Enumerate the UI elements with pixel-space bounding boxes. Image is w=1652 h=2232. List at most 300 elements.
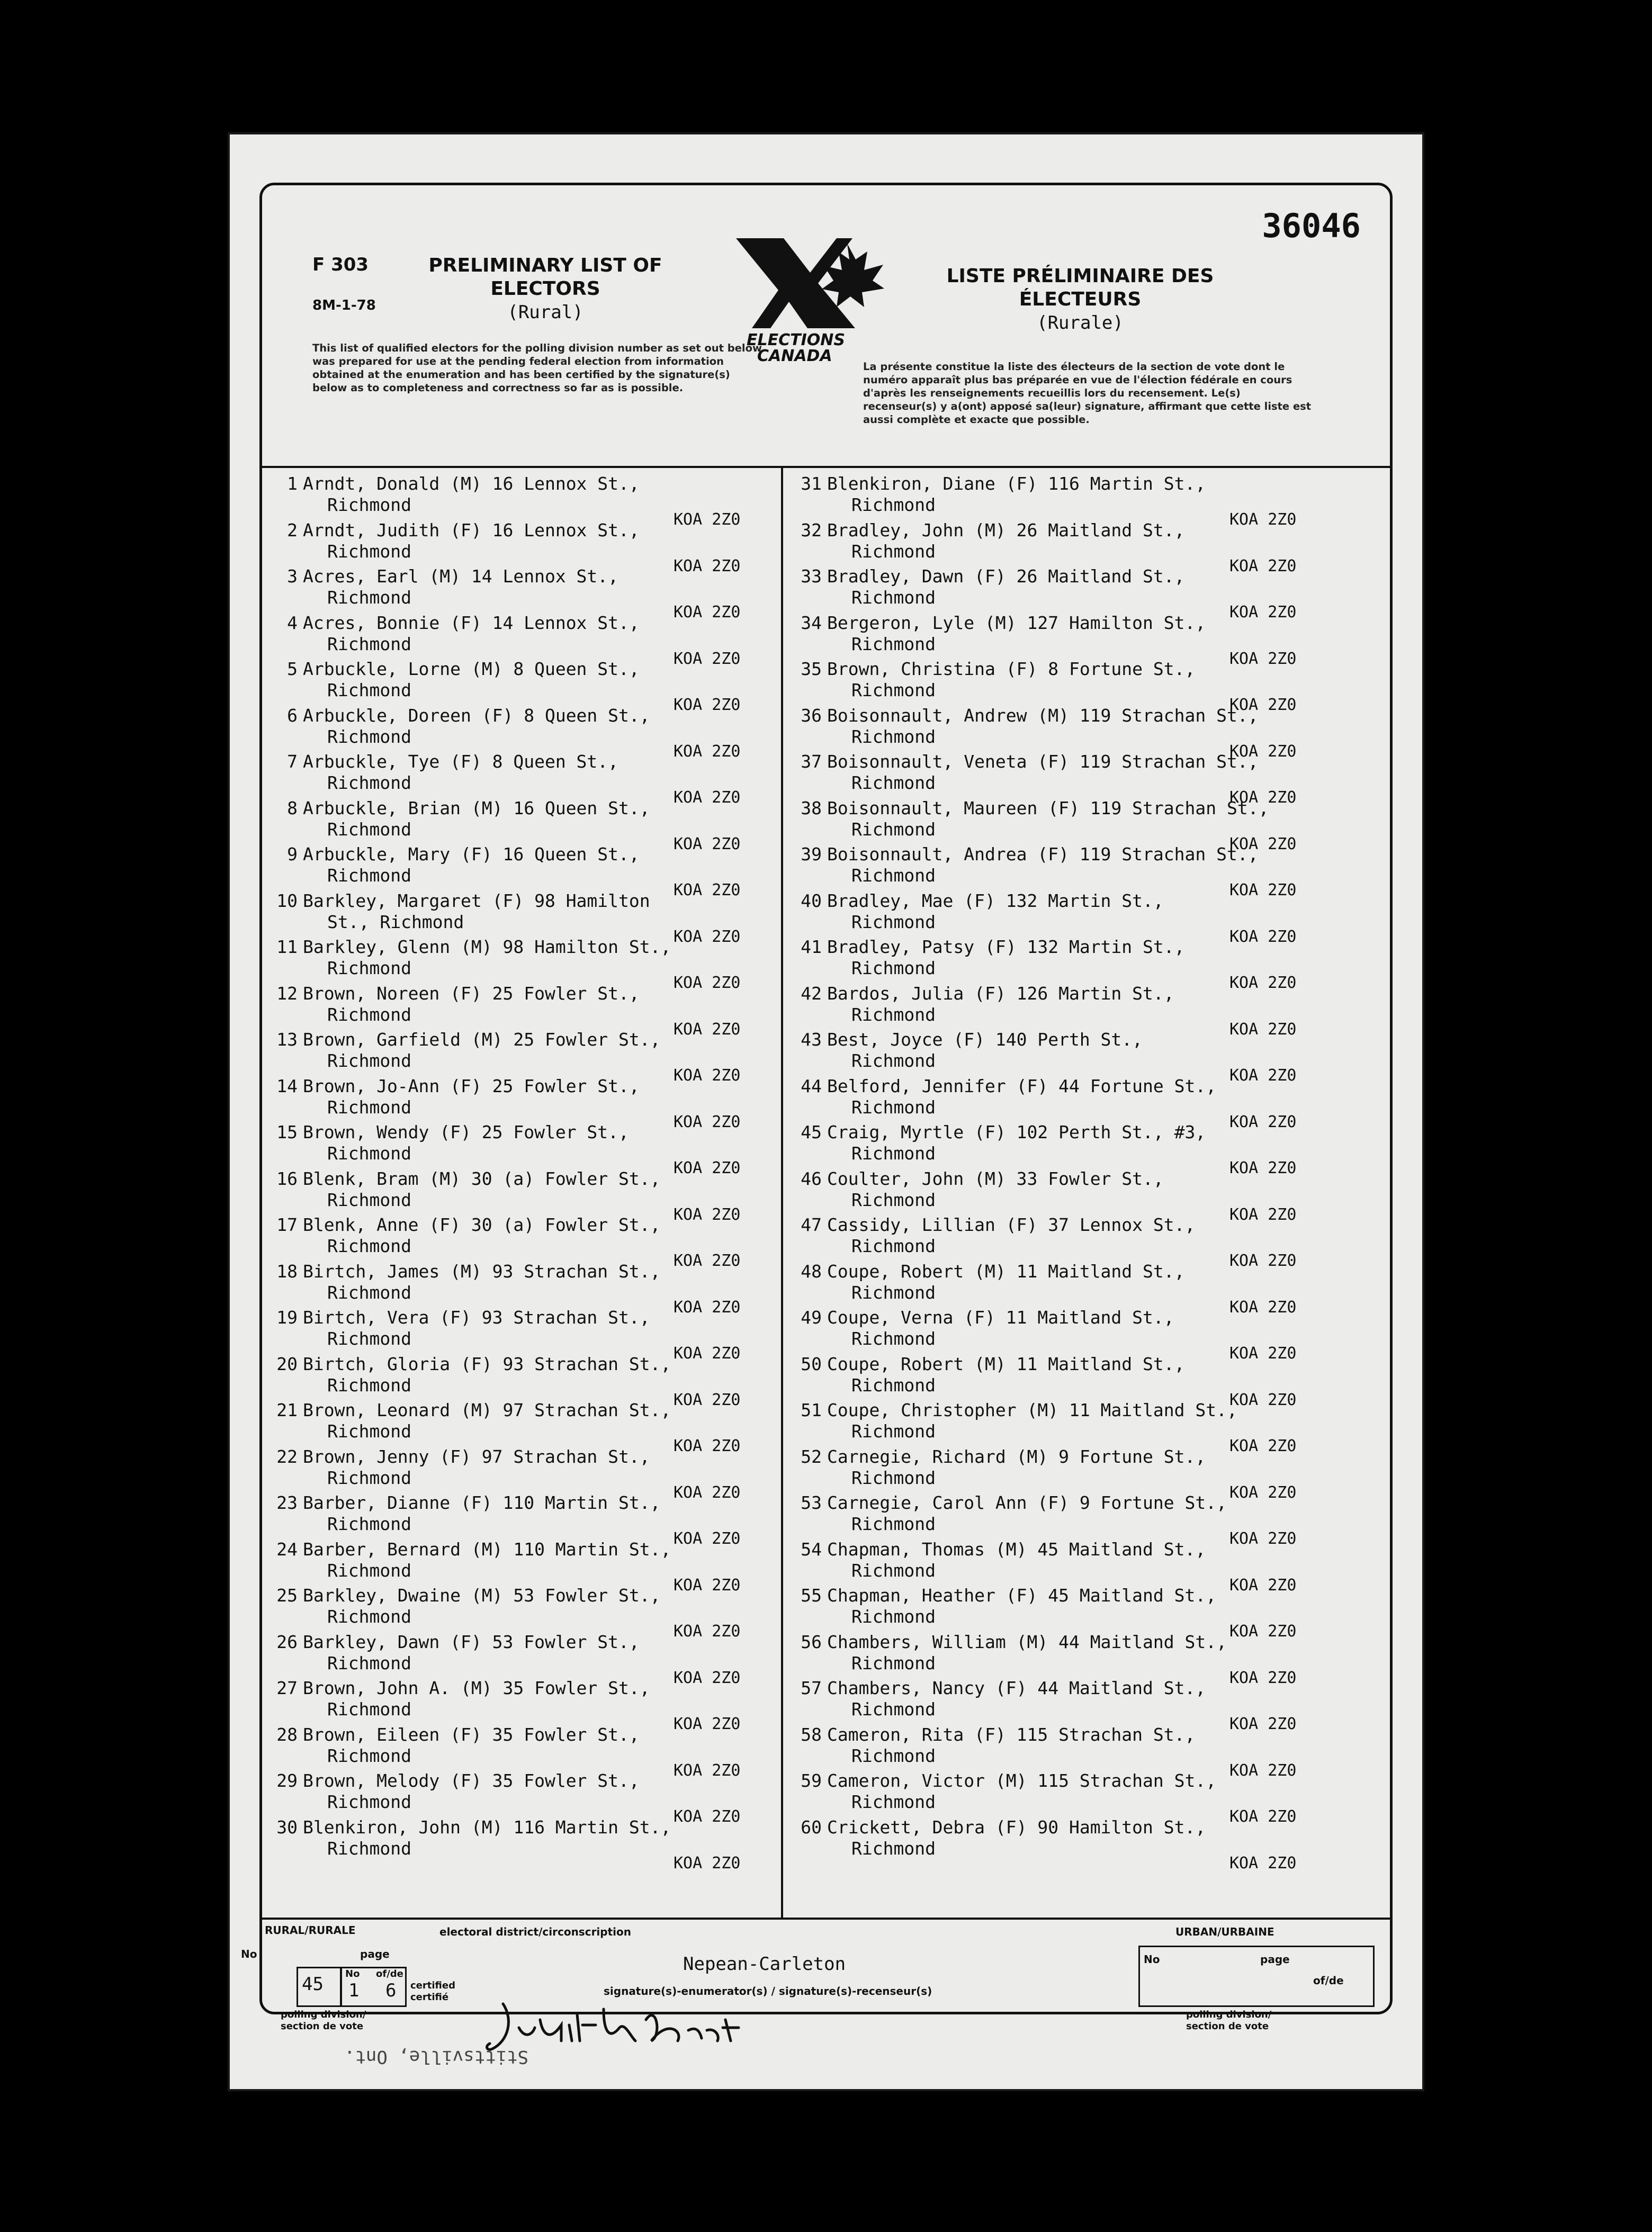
- elector-town: Richmond: [327, 726, 411, 747]
- elector-name-address: Brown, Melody (F) 35 Fowler St.,: [303, 1770, 640, 1791]
- elector-number: 16: [276, 1168, 298, 1189]
- elector-line: [259, 473, 640, 494]
- certified-label: certified certifié: [410, 1980, 455, 2003]
- elector-postal-code: KOA 2Z0: [1229, 510, 1297, 529]
- elector-name-address: Bradley, Mae (F) 132 Martin St.,: [827, 890, 1164, 911]
- elector-town: Richmond: [851, 494, 936, 515]
- divider-bottom: [259, 1918, 1393, 1920]
- elector-line: [259, 1678, 650, 1698]
- elector-entry: [259, 749, 784, 807]
- elector-line: [784, 705, 1259, 726]
- elector-entry: [259, 1490, 784, 1548]
- electoral-district-label: electoral district/circonscription: [439, 1925, 631, 1938]
- elector-name-address: Boisonnault, Andrea (F) 119 Strachan St.,: [827, 844, 1259, 865]
- elector-entry: [784, 1120, 1308, 1177]
- elector-line: [784, 1354, 1185, 1374]
- elector-entry: [259, 564, 784, 622]
- elector-town: Richmond: [327, 1328, 411, 1349]
- elector-entry: [259, 1027, 784, 1085]
- elector-entry: [784, 749, 1308, 807]
- elector-number: 11: [276, 937, 298, 957]
- elector-number: 14: [276, 1075, 298, 1096]
- elector-line: [784, 1724, 1195, 1745]
- elector-number: 35: [801, 659, 822, 679]
- elector-entry: [259, 1815, 784, 1873]
- elector-town: Richmond: [851, 1838, 936, 1859]
- elector-name-address: Bradley, John (M) 26 Maitland St.,: [827, 519, 1185, 541]
- elector-postal-code: KOA 2Z0: [674, 1390, 741, 1409]
- elector-town: Richmond: [327, 1838, 411, 1859]
- elector-town: Richmond: [851, 1514, 936, 1534]
- elector-line: [784, 1307, 1174, 1328]
- elector-name-address: Craig, Myrtle (F) 102 Perth St., #3,: [827, 1122, 1206, 1142]
- elector-line: [784, 1539, 1206, 1560]
- elector-name-address: Chambers, William (M) 44 Maitland St.,: [827, 1631, 1227, 1652]
- elector-line: [259, 1632, 640, 1652]
- elector-town: Richmond: [327, 1374, 411, 1396]
- elector-name-address: Coupe, Christopher (M) 11 Maitland St.,: [827, 1400, 1237, 1420]
- elector-entry: [784, 1537, 1308, 1595]
- elector-entry: [259, 1120, 784, 1177]
- elector-number: 17: [276, 1214, 298, 1235]
- elector-postal-code: KOA 2Z0: [1229, 696, 1297, 714]
- elector-town: Richmond: [327, 958, 411, 978]
- elector-number: 7: [287, 751, 298, 772]
- elector-line: [259, 1400, 671, 1420]
- elector-postal-code: KOA 2Z0: [674, 1483, 741, 1502]
- elector-name-address: Barber, Bernard (M) 110 Martin St.,: [303, 1538, 671, 1560]
- elector-number: 52: [801, 1446, 822, 1467]
- urban-no-label: No: [1144, 1953, 1160, 1966]
- elector-name-address: Barber, Dianne (F) 110 Martin St.,: [303, 1492, 661, 1513]
- elector-number: 10: [276, 890, 298, 911]
- elector-name-address: Arbuckle, Doreen (F) 8 Queen St.,: [303, 705, 650, 726]
- elector-name-address: Cameron, Rita (F) 115 Strachan St.,: [827, 1724, 1196, 1745]
- elector-postal-code: KOA 2Z0: [1229, 1344, 1297, 1363]
- elector-name-address: Crickett, Debra (F) 90 Hamilton St.,: [827, 1816, 1206, 1838]
- elector-number: 15: [276, 1122, 298, 1142]
- elector-postal-code: KOA 2Z0: [1229, 1437, 1297, 1455]
- elector-postal-code: KOA 2Z0: [1229, 649, 1297, 668]
- elector-town: Richmond: [851, 633, 936, 654]
- elector-line: [259, 520, 640, 541]
- elector-entry: [259, 1259, 784, 1317]
- elector-number: 32: [801, 519, 822, 541]
- elector-line: [259, 705, 650, 726]
- elector-town: Richmond: [851, 1374, 936, 1396]
- elector-line: [259, 1214, 661, 1235]
- elector-postal-code: KOA 2Z0: [674, 742, 741, 761]
- elector-number: 8: [287, 797, 298, 818]
- elector-number: 40: [801, 890, 822, 911]
- elector-postal-code: KOA 2Z0: [674, 1576, 741, 1595]
- elector-entry: [784, 1352, 1308, 1409]
- elector-name-address: Acres, Earl (M) 14 Lennox St.,: [303, 566, 619, 587]
- elector-town: Richmond: [851, 1189, 936, 1210]
- electors-column-right: [784, 471, 1308, 1911]
- elector-name-address: Chambers, Nancy (F) 44 Maitland St.,: [827, 1678, 1206, 1698]
- elector-town: Richmond: [327, 541, 411, 562]
- elector-number: 46: [801, 1168, 822, 1189]
- elector-entry: [784, 888, 1308, 946]
- elector-entry: [784, 471, 1308, 529]
- elector-entry: [259, 1537, 784, 1595]
- elector-line: [784, 1585, 1216, 1606]
- title-french-main: LISTE PRÉLIMINAIRE DES ÉLECTEURS: [946, 265, 1214, 310]
- page-of-label: of/de: [376, 1968, 403, 1979]
- elector-name-address: Cameron, Victor (M) 115 Strachan St.,: [827, 1770, 1217, 1791]
- elector-entry: [259, 842, 784, 899]
- elector-town: St., Richmond: [327, 911, 464, 932]
- divider-top: [259, 466, 1393, 468]
- elector-line: [259, 566, 618, 587]
- elector-postal-code: KOA 2Z0: [1229, 1668, 1297, 1687]
- elector-town: Richmond: [327, 494, 411, 515]
- elector-line: [784, 1632, 1227, 1652]
- elector-number: 48: [801, 1261, 822, 1282]
- elector-name-address: Bergeron, Lyle (M) 127 Hamilton St.,: [827, 612, 1206, 633]
- elector-line: [259, 751, 618, 772]
- elector-postal-code: KOA 2Z0: [1229, 1020, 1297, 1039]
- elector-line: [259, 1029, 661, 1050]
- elector-number: 18: [276, 1261, 298, 1282]
- elector-town: Richmond: [327, 1421, 411, 1442]
- elector-number: 54: [801, 1538, 822, 1560]
- elector-postal-code: KOA 2Z0: [674, 1761, 741, 1780]
- elector-postal-code: KOA 2Z0: [1229, 1390, 1297, 1409]
- elector-line: [784, 1446, 1206, 1467]
- elector-number: 3: [287, 566, 298, 587]
- page-number: 1: [348, 1980, 360, 2001]
- elector-postal-code: KOA 2Z0: [674, 927, 741, 946]
- elector-number: 2: [287, 519, 298, 541]
- elector-number: 44: [801, 1075, 822, 1096]
- elector-name-address: Boisonnault, Veneta (F) 119 Strachan St.,: [827, 751, 1259, 772]
- elector-postal-code: KOA 2Z0: [674, 974, 741, 992]
- elector-number: 39: [801, 844, 822, 865]
- elector-town: Richmond: [851, 1328, 936, 1349]
- elector-entry: [259, 981, 784, 1039]
- elector-postal-code: KOA 2Z0: [1229, 1483, 1297, 1502]
- elector-entry: [784, 1444, 1308, 1502]
- elector-name-address: Coulter, John (M) 33 Fowler St.,: [827, 1168, 1164, 1189]
- elector-town: Richmond: [851, 726, 936, 747]
- elector-number: 24: [276, 1538, 298, 1560]
- elector-name-address: Chapman, Thomas (M) 45 Maitland St.,: [827, 1538, 1206, 1560]
- elector-postal-code: KOA 2Z0: [674, 834, 741, 853]
- elector-town: Richmond: [327, 633, 411, 654]
- elections-canada-logo-icon: [725, 222, 895, 365]
- elector-entry: [784, 1722, 1308, 1780]
- elector-town: Richmond: [851, 958, 936, 978]
- elector-postal-code: KOA 2Z0: [674, 1252, 741, 1270]
- elector-name-address: Best, Joyce (F) 140 Perth St.,: [827, 1029, 1143, 1050]
- elector-line: [784, 1770, 1216, 1791]
- elector-town: Richmond: [851, 1236, 936, 1256]
- elector-town: Richmond: [327, 1282, 411, 1303]
- elector-town: Richmond: [851, 1792, 936, 1812]
- urban-page-label: page: [1260, 1953, 1290, 1966]
- elector-postal-code: KOA 2Z0: [674, 1668, 741, 1687]
- elector-postal-code: KOA 2Z0: [674, 696, 741, 714]
- elector-town: Richmond: [851, 587, 936, 608]
- elector-number: 21: [276, 1400, 298, 1420]
- elector-town: Richmond: [851, 1282, 936, 1303]
- title-french-sub: (Rurale): [1037, 312, 1124, 334]
- elector-postal-code: KOA 2Z0: [674, 1020, 741, 1039]
- elector-number: 57: [801, 1678, 822, 1698]
- elector-name-address: Blenk, Bram (M) 30 (a) Fowler St.,: [303, 1168, 661, 1189]
- elector-name-address: Arbuckle, Lorne (M) 8 Queen St.,: [303, 659, 640, 679]
- elector-town: Richmond: [851, 1421, 936, 1442]
- elector-entry: [259, 934, 784, 992]
- elector-postal-code: KOA 2Z0: [1229, 556, 1297, 575]
- elector-number: 13: [276, 1029, 298, 1050]
- page-no-label: No: [345, 1968, 360, 1979]
- elector-entry: [784, 1027, 1308, 1085]
- intro-english: This list of qualified electors for the polling division number as set out below was prepared for use at the pending federal election from information obtained at the enumeration and has been certified by the signature(s) below as to completeness and correctness so far as is possible.: [312, 342, 762, 394]
- elector-postal-code: KOA 2Z0: [674, 556, 741, 575]
- elector-number: 23: [276, 1492, 298, 1513]
- elector-number: 4: [287, 612, 298, 633]
- elector-number: 22: [276, 1446, 298, 1467]
- elector-name-address: Brown, Jenny (F) 97 Strachan St.,: [303, 1446, 650, 1467]
- elector-number: 58: [801, 1724, 822, 1745]
- elector-postal-code: KOA 2Z0: [1229, 1529, 1297, 1548]
- elector-postal-code: KOA 2Z0: [674, 1066, 741, 1085]
- elector-number: 36: [801, 705, 822, 726]
- elector-town: Richmond: [851, 1004, 936, 1025]
- elector-line: [784, 1400, 1237, 1420]
- elector-town: Richmond: [327, 818, 411, 840]
- title-english-main: PRELIMINARY LIST OF ELECTORS: [428, 255, 662, 300]
- elector-town: Richmond: [327, 587, 411, 608]
- intro-french: La présente constitue la liste des électeurs de la section de vote dont le numéro apparaît plus bas préparée en vue de l'élection fédérale en cours d'après les renseignements recueillis lors du recensement. Le(s) recenseur(s) y a(ont) apposé sa(leur) signature, affirmant que cette liste est aussi complète et exacte que possible.: [863, 361, 1312, 426]
- elector-line: [259, 1817, 671, 1838]
- elector-line: [784, 659, 1195, 679]
- elector-postal-code: KOA 2Z0: [1229, 1252, 1297, 1270]
- elector-name-address: Carnegie, Carol Ann (F) 9 Fortune St.,: [827, 1492, 1227, 1513]
- elector-postal-code: KOA 2Z0: [674, 1529, 741, 1548]
- elector-name-address: Boisonnault, Andrew (M) 119 Strachan St.,: [827, 705, 1259, 726]
- elector-name-address: Arbuckle, Tye (F) 8 Queen St.,: [303, 751, 619, 772]
- elector-number: 33: [801, 566, 822, 587]
- elector-number: 34: [801, 612, 822, 633]
- elector-line: [259, 983, 640, 1004]
- elector-entry: [259, 1722, 784, 1780]
- elector-postal-code: KOA 2Z0: [1229, 742, 1297, 761]
- elector-line: [784, 1678, 1206, 1698]
- elector-name-address: Brown, Leonard (M) 97 Strachan St.,: [303, 1400, 671, 1420]
- elector-name-address: Blenkiron, John (M) 116 Martin St.,: [303, 1816, 671, 1838]
- elector-town: Richmond: [327, 680, 411, 700]
- electors-column-left: [259, 471, 784, 1911]
- form-sheet: [228, 132, 1424, 2091]
- logo-text-canada: CANADA: [757, 347, 832, 365]
- elector-entry: [259, 1583, 784, 1641]
- elector-name-address: Carnegie, Richard (M) 9 Fortune St.,: [827, 1446, 1206, 1467]
- elector-town: Richmond: [327, 1745, 411, 1766]
- elector-postal-code: KOA 2Z0: [1229, 603, 1297, 622]
- signature-label: signature(s)-enumerator(s) / signature(s)-recenseur(s): [604, 1985, 932, 1997]
- elector-entry: [259, 1074, 784, 1131]
- elector-postal-code: KOA 2Z0: [1229, 1761, 1297, 1780]
- elector-line: [784, 520, 1185, 541]
- elector-name-address: Coupe, Robert (M) 11 Maitland St.,: [827, 1261, 1185, 1282]
- elector-line: [259, 798, 650, 818]
- elector-town: Richmond: [327, 1467, 411, 1488]
- elector-postal-code: KOA 2Z0: [1229, 1715, 1297, 1733]
- elector-postal-code: KOA 2Z0: [1229, 1205, 1297, 1224]
- elector-entry: [259, 796, 784, 853]
- elector-name-address: Cassidy, Lillian (F) 37 Lennox St.,: [827, 1214, 1196, 1235]
- elector-postal-code: KOA 2Z0: [1229, 1807, 1297, 1826]
- elector-postal-code: KOA 2Z0: [674, 649, 741, 668]
- elector-number: 20: [276, 1353, 298, 1374]
- page-label: page: [360, 1948, 390, 1960]
- elector-entry: [259, 1768, 784, 1826]
- elector-town: Richmond: [327, 1189, 411, 1210]
- elector-town: Richmond: [327, 1560, 411, 1581]
- elector-name-address: Arndt, Judith (F) 16 Lennox St.,: [303, 519, 640, 541]
- elector-line: [784, 1261, 1185, 1282]
- elector-name-address: Birtch, Gloria (F) 93 Strachan St.,: [303, 1353, 671, 1374]
- elector-line: [259, 659, 640, 679]
- elector-postal-code: KOA 2Z0: [1229, 1159, 1297, 1177]
- elector-line: [784, 937, 1185, 957]
- elector-line: [784, 983, 1174, 1004]
- elector-entry: [259, 471, 784, 529]
- elector-number: 19: [276, 1307, 298, 1328]
- elector-entry: [259, 1398, 784, 1455]
- elector-town: Richmond: [851, 1606, 936, 1627]
- elector-name-address: Barkley, Dawn (F) 53 Fowler St.,: [303, 1631, 640, 1652]
- elector-line: [259, 1770, 640, 1791]
- elector-name-address: Barkley, Margaret (F) 98 Hamilton: [303, 890, 650, 911]
- elector-town: Richmond: [851, 1560, 936, 1581]
- elector-entry: [784, 1768, 1308, 1826]
- elector-name-address: Brown, Eileen (F) 35 Fowler St.,: [303, 1724, 640, 1745]
- elector-entry: [259, 1352, 784, 1409]
- elector-name-address: Arbuckle, Brian (M) 16 Queen St.,: [303, 797, 650, 818]
- elector-name-address: Birtch, James (M) 93 Strachan St.,: [303, 1261, 661, 1282]
- elector-number: 56: [801, 1631, 822, 1652]
- elector-name-address: Arbuckle, Mary (F) 16 Queen St.,: [303, 844, 640, 865]
- elector-number: 37: [801, 751, 822, 772]
- elector-name-address: Barkley, Glenn (M) 98 Hamilton St.,: [303, 937, 671, 957]
- elector-line: [259, 844, 640, 865]
- elector-postal-code: KOA 2Z0: [674, 1205, 741, 1224]
- elector-entry: [259, 703, 784, 761]
- elector-postal-code: KOA 2Z0: [1229, 1576, 1297, 1595]
- elector-line: [784, 613, 1206, 633]
- elector-name-address: Brown, Christina (F) 8 Fortune St.,: [827, 659, 1196, 679]
- elector-town: Richmond: [851, 1745, 936, 1766]
- elector-town: Richmond: [327, 1606, 411, 1627]
- elector-entry: [784, 1074, 1308, 1131]
- elector-town: Richmond: [851, 680, 936, 700]
- elector-town: Richmond: [327, 1699, 411, 1720]
- elector-entry: [784, 1630, 1308, 1687]
- electoral-district-value: Nepean-Carleton: [683, 1954, 846, 1975]
- elector-town: Richmond: [851, 818, 936, 840]
- elector-number: 9: [287, 844, 298, 865]
- elector-line: [259, 1354, 671, 1374]
- elector-line: [259, 1261, 661, 1282]
- title-english-sub: (Rural): [507, 302, 583, 323]
- elector-name-address: Bradley, Dawn (F) 26 Maitland St.,: [827, 566, 1185, 587]
- elector-number: 53: [801, 1492, 822, 1513]
- elector-postal-code: KOA 2Z0: [674, 881, 741, 899]
- elector-entry: [784, 610, 1308, 668]
- elector-entry: [784, 564, 1308, 622]
- elector-name-address: Coupe, Verna (F) 11 Maitland St.,: [827, 1307, 1174, 1328]
- elector-number: 49: [801, 1307, 822, 1328]
- elector-number: 25: [276, 1585, 298, 1606]
- elector-entry: [784, 1490, 1308, 1548]
- elector-name-address: Bradley, Patsy (F) 132 Martin St.,: [827, 937, 1185, 957]
- elector-town: Richmond: [327, 1652, 411, 1673]
- elector-town: Richmond: [327, 1050, 411, 1071]
- elector-entry: [259, 1676, 784, 1733]
- elector-town: Richmond: [327, 1792, 411, 1812]
- elector-entry: [784, 1676, 1308, 1733]
- elector-name-address: Blenkiron, Diane (F) 116 Martin St.,: [827, 473, 1206, 494]
- elector-name-address: Boisonnault, Maureen (F) 119 Strachan St.,: [827, 797, 1269, 818]
- elector-town: Richmond: [851, 1699, 936, 1720]
- elector-number: 30: [276, 1816, 298, 1838]
- elector-line: [784, 566, 1185, 587]
- page-total: 6: [385, 1980, 397, 2001]
- elector-town: Richmond: [851, 1467, 936, 1488]
- elector-line: [259, 1307, 650, 1328]
- elector-line: [784, 1122, 1206, 1142]
- elector-line: [784, 1214, 1195, 1235]
- elector-line: [259, 1492, 661, 1513]
- printer-stamp-address: Stittsville, Ont.: [344, 2046, 528, 2067]
- serial-number: 36046: [1262, 206, 1361, 245]
- elector-number: 47: [801, 1214, 822, 1235]
- elector-town: Richmond: [851, 1143, 936, 1164]
- elector-name-address: Brown, Noreen (F) 25 Fowler St.,: [303, 983, 640, 1004]
- elector-name-address: Barkley, Dwaine (M) 53 Fowler St.,: [303, 1585, 661, 1606]
- elector-town: Richmond: [851, 772, 936, 793]
- elector-postal-code: KOA 2Z0: [1229, 974, 1297, 992]
- elector-number: 12: [276, 983, 298, 1004]
- elector-name-address: Brown, Jo-Ann (F) 25 Fowler St.,: [303, 1075, 640, 1096]
- elector-number: 26: [276, 1631, 298, 1652]
- elector-entry: [784, 1815, 1308, 1873]
- elector-entry: [259, 1305, 784, 1363]
- elector-line: [784, 473, 1206, 494]
- elector-name-address: Bardos, Julia (F) 126 Martin St.,: [827, 983, 1174, 1004]
- elector-line: [784, 1168, 1164, 1189]
- elector-postal-code: KOA 2Z0: [674, 1112, 741, 1131]
- elector-town: Richmond: [851, 1652, 936, 1673]
- elector-entry: [259, 888, 784, 946]
- polling-division-number: 45: [302, 1974, 324, 1995]
- elector-entry: [784, 934, 1308, 992]
- elector-postal-code: KOA 2Z0: [1229, 1853, 1297, 1873]
- elector-town: Richmond: [327, 1096, 411, 1118]
- elector-line: [259, 937, 671, 957]
- elector-entry: [259, 1444, 784, 1502]
- elector-line: [784, 1492, 1227, 1513]
- elector-name-address: Brown, Garfield (M) 25 Fowler St.,: [303, 1029, 661, 1050]
- elector-postal-code: KOA 2Z0: [674, 1344, 741, 1363]
- elector-number: 41: [801, 937, 822, 957]
- elector-postal-code: KOA 2Z0: [1229, 1622, 1297, 1641]
